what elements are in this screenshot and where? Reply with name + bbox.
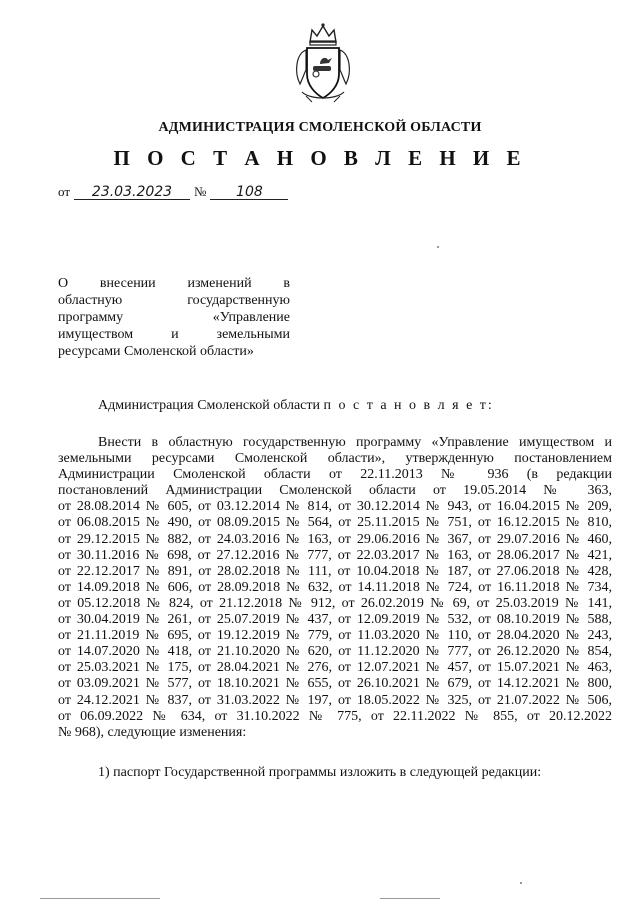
body-line: от 30.04.2019 № 261, от 25.07.2019 № 437, от 12.09.2019 № 532, от 08.10.2019 № 588, <box>58 612 612 628</box>
body-line: от 30.11.2016 № 698, от 27.12.2016 № 777, от 22.03.2017 № 163, от 28.06.2017 № 421, <box>58 547 612 563</box>
body-line: от 03.09.2021 № 577, от 18.10.2021 № 655, от 26.10.2021 № 679, от 14.12.2021 № 800, <box>58 676 612 692</box>
body-line: от 24.12.2021 № 837, от 31.03.2022 № 197, от 18.05.2022 № 325, от 21.07.2022 № 506, <box>58 692 612 708</box>
preamble-text: Администрация Смоленской области <box>98 398 321 413</box>
scan-dot <box>520 882 522 884</box>
subject-line: областную государственную <box>58 293 290 308</box>
handwritten-number: 108 <box>210 185 288 200</box>
body-line: от 14.07.2020 № 418, от 21.10.2020 № 620, от 11.12.2020 № 777, от 26.12.2020 № 854, <box>58 644 612 660</box>
body-line: от 06.09.2022 № 634, от 31.10.2022 № 775, от 22.11.2022 № 855, от 20.12.2022 <box>58 708 612 724</box>
smolensk-coat-of-arms-icon <box>292 22 354 104</box>
date-from-label: от <box>58 184 71 199</box>
body-line: Администрации Смоленской области от 22.11.2013 № 936 (в редакции <box>58 467 612 483</box>
organization-title: АДМИНИСТРАЦИЯ СМОЛЕНСКОЙ ОБЛАСТИ <box>158 120 482 135</box>
document-type: П О С Т А Н О В Л Е Н И Е <box>113 146 527 170</box>
body-line: от 25.03.2021 № 175, от 28.04.2021 № 276, от 12.07.2021 № 457, от 15.07.2021 № 463, <box>58 660 612 676</box>
body-line: от 21.11.2019 № 695, от 19.12.2019 № 779, от 11.03.2020 № 110, от 28.04.2020 № 243, <box>58 628 612 644</box>
body-line: земельными ресурсами Смоленской области», утвержденную постановлением <box>58 451 612 467</box>
body-line: от 05.12.2018 № 824, от 21.12.2018 № 912, от 26.02.2019 № 69, от 25.03.2019 № 141, <box>58 595 612 611</box>
handwritten-date: 23.03.2023 <box>74 185 190 200</box>
body-line: постановлений Администрации Смоленской области от 19.05.2014 № 363, <box>58 483 612 499</box>
body-line: от 29.12.2015 № 882, от 24.03.2016 № 163, от 29.06.2016 № 367, от 29.07.2016 № 460, <box>58 531 612 547</box>
item-1: 1) паспорт Государственной программы изложить в следующей редакции: <box>98 765 542 780</box>
body-line: № 968), следующие изменения: <box>58 724 247 740</box>
subject-line: ресурсами Смоленской области» <box>58 344 254 359</box>
dateline <box>58 184 288 200</box>
body-line: Внести в областную государственную программу «Управление имуществом и <box>98 435 612 450</box>
body-line: от 22.12.2017 № 891, от 28.02.2018 № 111, от 10.04.2018 № 187, от 27.06.2018 № 428, <box>58 563 612 579</box>
preamble <box>98 398 494 414</box>
body-line: от 06.08.2015 № 490, от 08.09.2015 № 564, от 25.11.2015 № 751, от 16.12.2015 № 810, <box>58 515 612 531</box>
scan-edge-mark <box>40 898 160 899</box>
decree-body <box>58 435 612 741</box>
scan-edge-mark <box>380 898 440 899</box>
preamble-decree: п о с т а н о в л я е т: <box>323 398 494 413</box>
subject-line: О внесении изменений в <box>58 276 290 291</box>
subject-line: программу «Управление <box>58 310 290 325</box>
number-label: № <box>194 184 207 199</box>
body-line: от 28.08.2014 № 605, от 03.12.2014 № 814, от 30.12.2014 № 943, от 16.04.2015 № 209, <box>58 499 612 515</box>
scan-dot <box>437 246 439 248</box>
body-line: от 14.09.2018 № 606, от 28.09.2018 № 632, от 14.11.2018 № 724, от 16.11.2018 № 734, <box>58 579 612 595</box>
subject-line: имуществом и земельными <box>58 327 290 342</box>
document-subject <box>58 275 290 360</box>
